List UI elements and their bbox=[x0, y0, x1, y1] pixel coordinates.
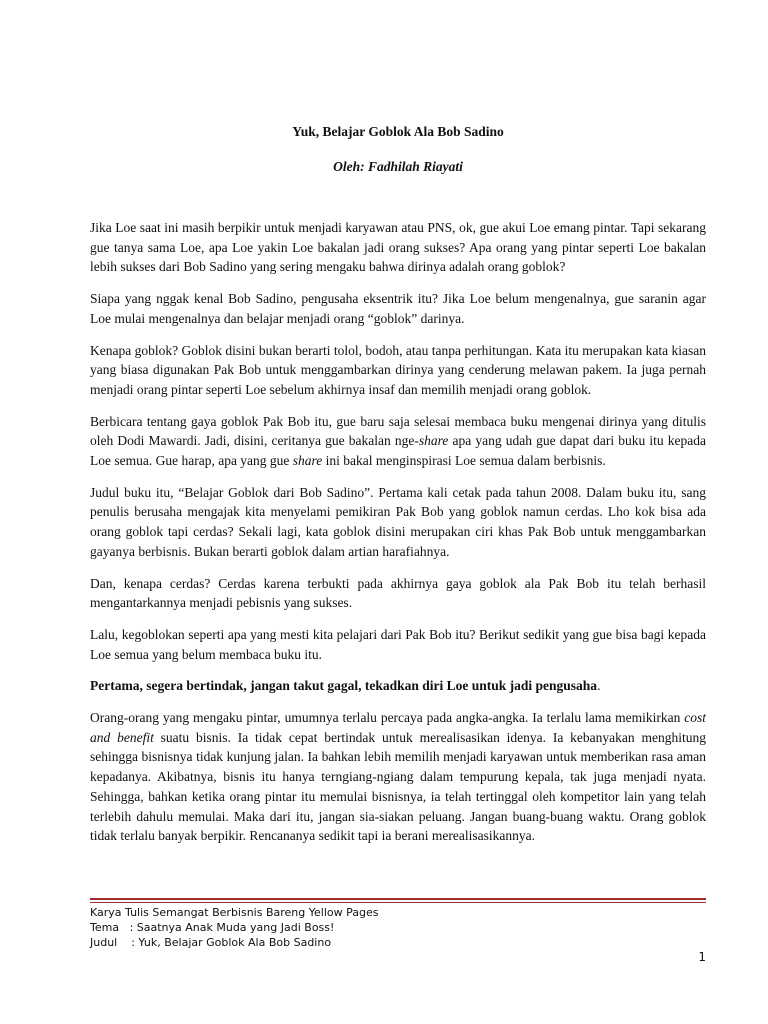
paragraph: Berbicara tentang gaya goblok Pak Bob itu, gue baru saja selesai membaca buku mengenai dirinya yang ditulis oleh Dodi Mawardi. Jadi, disini, ceritanya gue bakalan nge-share apa yang udah gue dapat dari buku itu kepada Loe semua. Gue harap, apa yang gue share ini bakal menginspirasi Loe semua dalam berbisnis. bbox=[90, 413, 706, 469]
paragraph: Jika Loe saat ini masih berpikir untuk menjadi karyawan atau PNS, ok, gue akui Loe emang pintar. Tapi sekarang gue tanya sama Loe, apa Loe yakin Loe bakalan jadi orang sukses? Apa orang yang pintar seperti Loe bakalan lebih sukses dari Bob Sadino yang sering mengaku bahwa dirinya adalah orang goblok? bbox=[90, 220, 706, 275]
footer-divider bbox=[90, 898, 706, 900]
italic-term: share bbox=[292, 453, 323, 469]
footer-line-title: Judul : Yuk, Belajar Goblok Ala Bob Sadino bbox=[90, 936, 332, 949]
paragraph: Orang-orang yang mengaku pintar, umumnya terlalu percaya pada angka-angka. Ia terlalu lama memikirkan cost and benefit suatu bisnis. Ia tidak cepat bertindak untuk merealisasikan idenya. Ia kebanyakan menghitung sehingga bisnisnya tidak kunjung jalan. Ia bahkan lebih memilih menjadi karyawan untuk memberikan rasa aman kepadanya. Akibatnya, bisnis itu hanya terngiang-ngiang dalam tempurung kepala, tak juga menjadi nyata. Sehingga, bahkan ketika orang pintar itu memulai bisnisnya, ia telah tertinggal oleh kompetitor lain yang telah terlebih dahulu memulai. Maka dari itu, jangan sia-siakan peluang. Jangan buang-buang waktu. Orang goblok tidak terlalu banyak berpikir. Rencananya sedikit tapi ia berani merealisasikannya. bbox=[90, 710, 706, 844]
paragraph: Dan, kenapa cerdas? Cerdas karena terbukti pada akhirnya gaya goblok ala Pak Bob itu telah berhasil mengantarkannya menjadi pebisnis yang sukses. bbox=[90, 575, 706, 611]
paragraph: Judul buku itu, “Belajar Goblok dari Bob Sadino”. Pertama kali cetak pada tahun 2008. Dalam buku itu, sang penulis berusaha mengajak kita menyelami pemikiran Pak Bob yang goblok namun cerdas. Lho kok bisa ada orang goblok tapi cerdas? Sekali lagi, kata goblok disini merupakan ciri khas Pak Bob untuk menggambarkan gayanya berbisnis. Bukan berarti goblok dalam artian harafiahnya. bbox=[90, 484, 706, 559]
paragraph: Siapa yang nggak kenal Bob Sadino, pengusaha eksentrik itu? Jika Loe belum mengenalnya, gue saranin agar Loe mulai mengenalnya dan belajar menjadi orang “goblok” darinya. bbox=[90, 291, 706, 326]
footer-line-theme: Tema : Saatnya Anak Muda yang Jadi Boss! bbox=[90, 921, 335, 934]
italic-term: share bbox=[418, 433, 449, 449]
document-author: Oleh: Fadhilah Riayati bbox=[333, 159, 463, 174]
page-number: 1 bbox=[698, 950, 706, 964]
page-footer bbox=[90, 905, 706, 950]
paragraph: Kenapa goblok? Goblok disini bukan berarti tolol, bodoh, atau tanpa perhitungan. Kata itu merupakan kata kiasan yang biasa digunakan Pak Bob untuk menggambarkan dirinya yang cenderung melawan pakem. Ia juga pernah menjadi orang pintar seperti Loe sebelum akhirnya insaf dan memilih menjadi orang goblok. bbox=[90, 342, 706, 397]
section-heading: Pertama, segera bertindak, jangan takut gagal, tekadkan diri Loe untuk jadi pengusaha. bbox=[90, 678, 601, 694]
italic-term: cost and benefit bbox=[90, 710, 706, 745]
document-title: Yuk, Belajar Goblok Ala Bob Sadino bbox=[292, 124, 504, 139]
footer-divider-thin bbox=[90, 902, 706, 903]
paragraph: Lalu, kegoblokan seperti apa yang mesti kita pelajari dari Pak Bob itu? Berikut sedikit yang gue bisa bagi kepada Loe semua yang belum membaca buku itu. bbox=[90, 626, 706, 662]
footer-line-event: Karya Tulis Semangat Berbisnis Bareng Yellow Pages bbox=[90, 906, 379, 919]
document-body bbox=[90, 218, 706, 858]
